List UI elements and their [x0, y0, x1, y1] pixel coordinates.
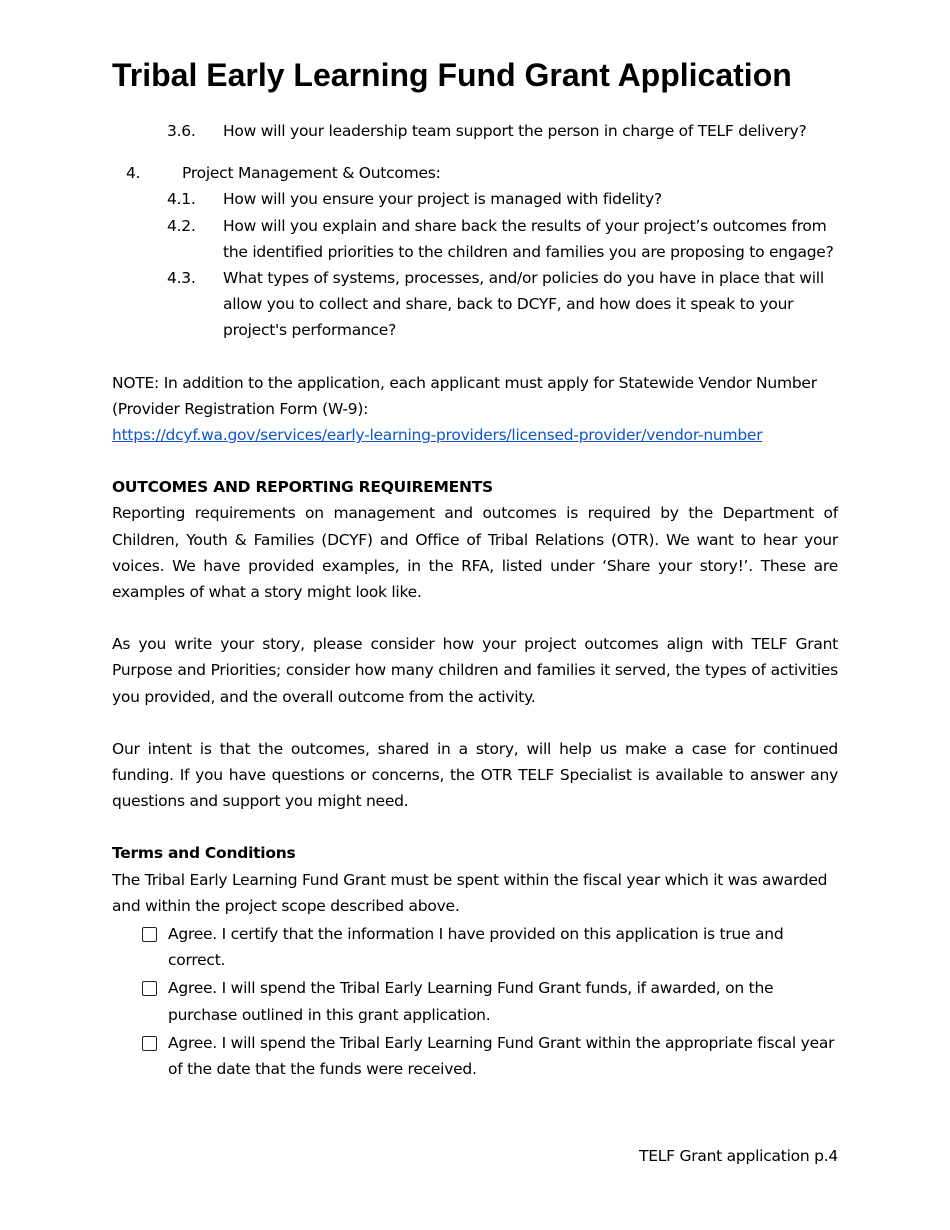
agreement-item	[112, 921, 838, 973]
outcomes-paragraph-3: Our intent is that the outcomes, shared in a story, will help us make a case for continued funding. If you have questions or concerns, the OTR TELF Specialist is available to answer any questions and support you might need.	[112, 739, 838, 811]
page-title: Tribal Early Learning Fund Grant Application	[112, 57, 792, 93]
vendor-note: NOTE: In addition to the application, each applicant must apply for Statewide Vendor Number (Provider Registration Form (W-9):	[112, 373, 817, 418]
agreement-checkbox-2[interactable]	[142, 981, 157, 996]
agreement-item	[112, 1030, 838, 1082]
question-number: 4.3.	[167, 269, 196, 288]
agreement-checkbox-3[interactable]	[142, 1036, 157, 1051]
document-body	[112, 118, 838, 1082]
section-heading: Project Management & Outcomes:	[182, 164, 441, 183]
question-number: 4.1.	[167, 190, 196, 209]
outcomes-paragraph-1: Reporting requirements on management and outcomes is required by the Department of Children, Youth & Families (DCYF) and Office of Tribal Relations (OTR). We want to hear your voices. We have provided examples, in the RFA, listed under ‘Share your story!’. These are examples of what a story might look like.	[112, 504, 838, 602]
question-text: How will your leadership team support the person in charge of TELF delivery?	[223, 122, 807, 140]
question-4-1	[112, 186, 838, 212]
question-4-3	[112, 265, 838, 344]
agreement-text: Agree. I will spend the Tribal Early Learning Fund Grant funds, if awarded, on the purchase outlined in this grant application.	[168, 979, 774, 1024]
agreement-checkbox-1[interactable]	[142, 927, 157, 942]
section-number: 4.	[126, 164, 141, 183]
question-text: How will you ensure your project is managed with fidelity?	[223, 190, 662, 209]
outcomes-heading: OUTCOMES AND REPORTING REQUIREMENTS	[112, 478, 493, 497]
outcomes-paragraph-2: As you write your story, please consider how your project outcomes align with TELF Grant Purpose and Priorities; consider how many children and families it served, the types of activities you provided, and the overall outcome from the activity.	[112, 635, 838, 706]
question-4-2	[112, 213, 838, 265]
question-text: What types of systems, processes, and/or policies do you have in place that will allow you to collect and share, back to DCYF, and how does it speak to your project's performance?	[223, 269, 824, 340]
question-3-6	[112, 118, 838, 144]
agreement-item	[112, 975, 838, 1027]
agreement-text: Agree. I certify that the information I have provided on this application is true and correct.	[168, 925, 784, 970]
question-number: 4.2.	[167, 216, 196, 235]
agreement-text: Agree. I will spend the Tribal Early Learning Fund Grant within the appropriate fiscal year of the date that the funds were received.	[168, 1033, 835, 1079]
vendor-number-link[interactable]: https://dcyf.wa.gov/services/early-learning-providers/licensed-provider/vendor-number	[112, 426, 763, 445]
terms-heading: Terms and Conditions	[112, 844, 296, 863]
page-footer: TELF Grant application p.4	[638, 1147, 838, 1165]
section-4	[112, 160, 838, 186]
terms-intro: The Tribal Early Learning Fund Grant must be spent within the fiscal year which it was awarded and within the project scope described above.	[112, 870, 828, 915]
question-text: How will you explain and share back the results of your project’s outcomes from the identified priorities to the children and families you are proposing to engage?	[223, 216, 834, 261]
question-number: 3.6.	[167, 122, 196, 140]
